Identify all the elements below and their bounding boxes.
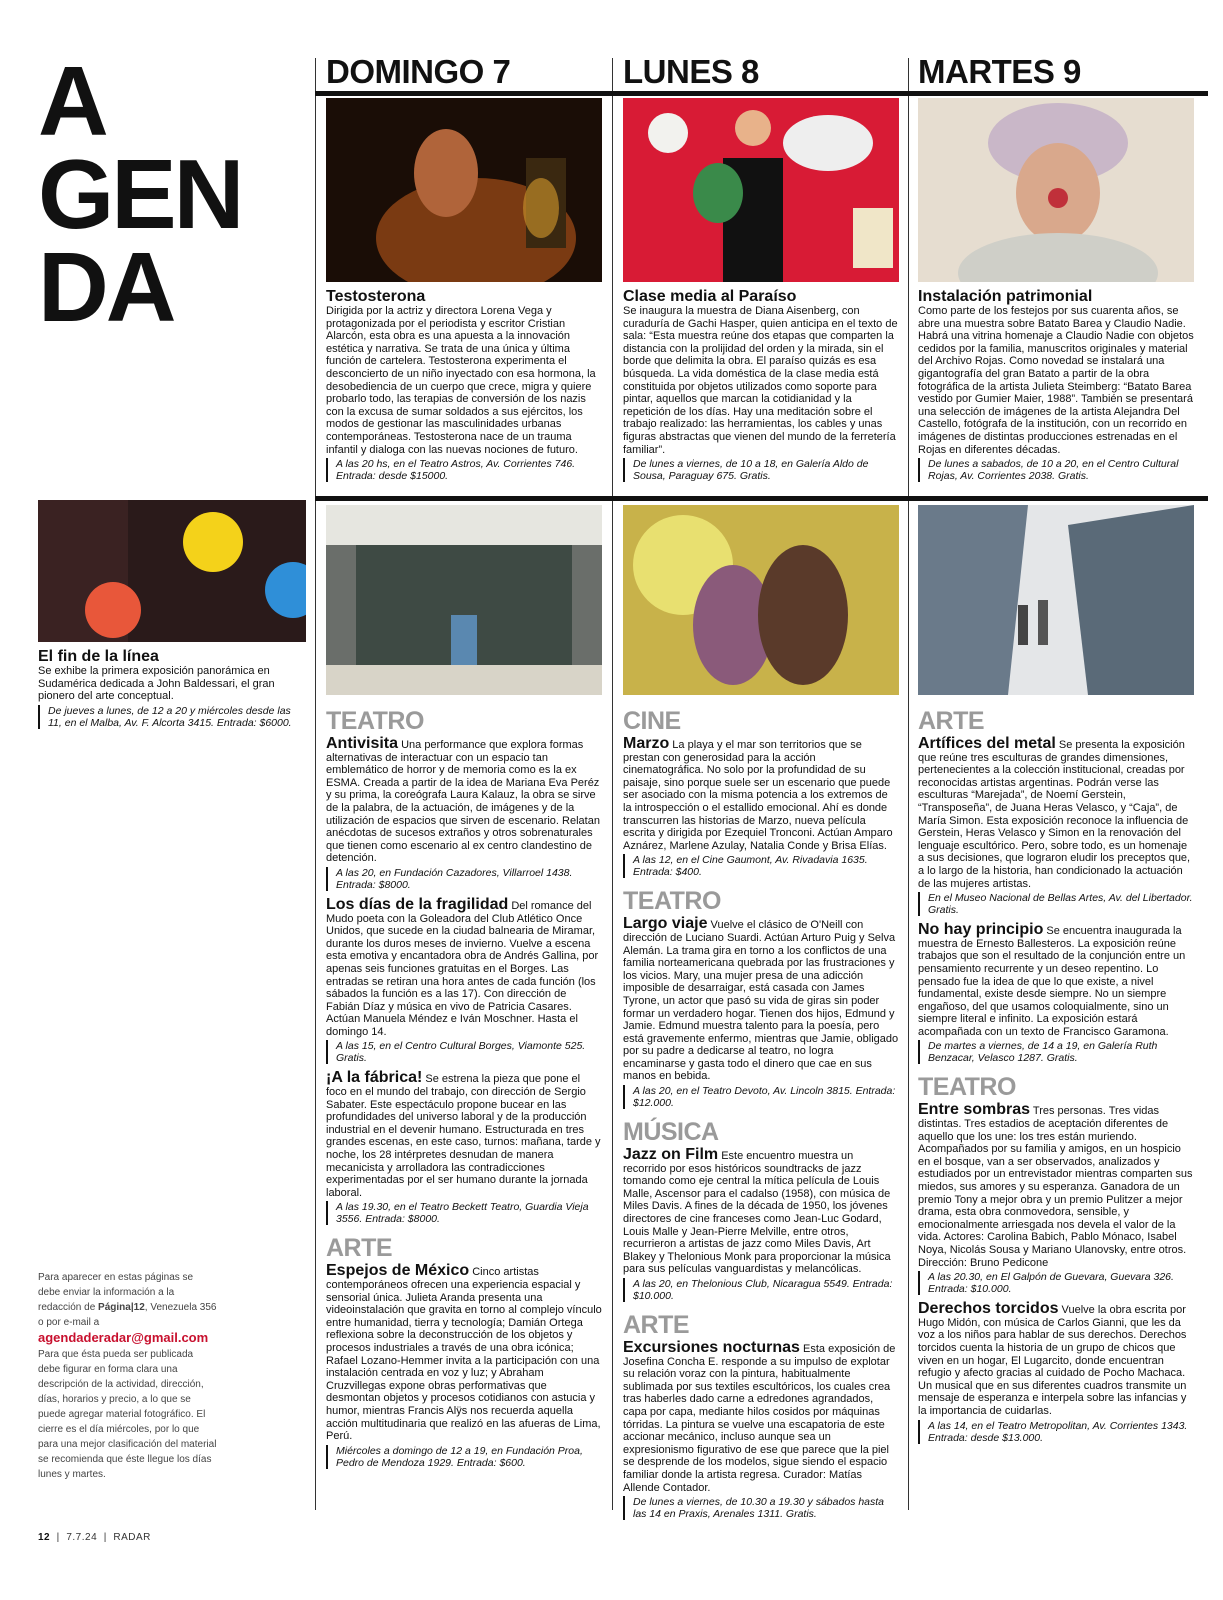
listing-item: [326, 1069, 602, 1226]
logo-line-3: DA: [38, 232, 174, 342]
listings-column-3: [918, 700, 1194, 1452]
page-footer: 12 | 7.7.24 | RADAR: [38, 1532, 151, 1543]
listing-info: De martes a viernes, de 14 a 19, en Galería Ruth Benzacar, Velasco 1287. Gratis.: [918, 1040, 1194, 1064]
listing-body: Cinco artistas contemporáneos ofrecen una experiencia espacial y sensorial única. Julieta Aranda presenta una videoinstalación que gravita en torno al complejo vínculo entre humanidad, tierra y tecnología; Damián Ortega reflexiona sobre la deconstrucción de los objetos y procesos industriales a través de una obra icónica; Rafael Lozano-Hemmer invita a la participación con una instalación centrada en voz y luz; y Abraham Cruzvillegas expone obras performativas que desmontan objetos y procesos cotidianos con astucia y humor, mientras Francis Alÿs nos recuerda aquella acción multitudinaria que realizó en las afueras de Lima, Perú.: [326, 1266, 602, 1443]
feature-title: Clase media al Paraíso: [623, 288, 797, 305]
listing-text: [918, 1300, 1194, 1417]
listing-body: Vuelve el clásico de O'Neill con dirección de Luciano Suardi. Actúan Arturo Puig y Selva Alemán. La trama gira en torno a los conflictos de una familia norteamericana quebrada por las frustraciones y los vicios. Mary, una mujer presa de una adicción imposible de desarraigar, está casada con James Tyrone, un actor que pasó su vida de giras sin poder formar un verdadero hogar. Tienen dos hijos, Edmund y Jamie. Edmund muestra talento para la poesía, pero está gravemente enfermo, mientras que Jamie, obligado por su padre a dedicarse al teatro, no logra encaminarse y gasta todo el dinero que cae en sus manos en bebida.: [623, 919, 899, 1083]
listing-info: A las 19.30, en el Teatro Beckett Teatro, Guardia Vieja 3556. Entrada: $8000.: [326, 1201, 602, 1225]
listing-item: [918, 1101, 1194, 1296]
listing-info: A las 12, en el Cine Gaumont, Av. Rivadavia 1635. Entrada: $400.: [623, 854, 899, 878]
listing-title: Espejos de México: [326, 1262, 470, 1280]
day-header-lunes: LUNES 8: [623, 53, 759, 90]
logo-line-2: GEN: [38, 139, 242, 249]
listing-item: [326, 1262, 602, 1469]
listing-title: Los días de la fragilidad: [326, 895, 509, 913]
listing-text: [326, 1069, 602, 1199]
listing-item: [623, 735, 899, 879]
section-name: RADAR: [113, 1532, 151, 1543]
listing-info: De lunes a viernes, de 10.30 a 19.30 y sábados hasta las 14 en Praxis, Arenales 1311. Gratis.: [623, 1496, 899, 1520]
listing-item: [326, 895, 602, 1065]
listing-title: Largo viaje: [623, 915, 708, 933]
section-heading: CINE: [623, 707, 681, 735]
listing-text: [326, 735, 602, 865]
listing-body: Vuelve la obra escrita por Hugo Midón, con música de Carlos Gianni, que les da voz a los niños para hablar de sus derechos. Derechos torcidos cuenta la historia de un grupo de chicos que viven en un hogar, El Lugarcito, donde encuentran refugio y afecto gracias al cuidado de Pocho Machaca. Un musical que en sus diferentes cuadros transmite un mensaje de esperanza e interpela sobre las infancias y la importancia de cuidarlas.: [918, 1304, 1187, 1417]
section-heading: TEATRO: [918, 1073, 1016, 1102]
listing-item: [918, 1300, 1194, 1444]
listing-item: [326, 735, 602, 891]
feature-title: Testosterona: [326, 288, 426, 305]
section-heading: TEATRO: [623, 887, 721, 916]
photo-artifices: [918, 505, 1194, 695]
listing-body: Se encuentra inaugurada la muestra de Ernesto Ballesteros. La exposición reúne trabajos que son el resultado de la conjunción entre un pensamiento recurrente y un deseo repentino. Lo pensado fue la idea de que lo que existe, a nivel fundamental, existe desde siempre. No un siempre engañoso, del que usamos coloquialmente, sino un siempre literal e infinito. La exposición estará acompañada con un texto de Francisco Garamona.: [918, 925, 1186, 1038]
feature-body: Como parte de los festejos por sus cuarenta años, se abre una muestra sobre Batato Barea y Claudio Nadie. Habrá una vitrina homenaje a Claudio Nadie con objetos cedidos por la familia, manuscritos originales y material del Archivo Rojas. Como novedad se instalará una gigantografía del gran Batato a partir de la obra fotográfica de la artista Julieta Steimberg: “Batato Barea vestido por Gumier Maier, 1988”. También se presentará una selección de imágenes de la artista Alejandra Del Castello, fotógrafa de la institución, con un recorrido en imágenes de distintas producciones estrenadas en el Rojas en diferentes décadas.: [918, 305, 1194, 456]
section-heading: ARTE: [326, 1234, 393, 1263]
agenda-logo: [38, 46, 242, 342]
listing-item: [623, 915, 899, 1110]
listing-text: [623, 915, 899, 1083]
listing-info: Miércoles a domingo de 12 a 19, en Fundación Proa, Pedro de Mendoza 1929. Entrada: $600.: [326, 1445, 602, 1469]
feature-info: De jueves a lunes, de 12 a 20 y miércoles desde las 11, en el Malba, Av. F. Alcorta 3415. Entrada: $6000.: [38, 705, 306, 729]
photo-clase-media: [623, 98, 899, 282]
listing-item: [918, 735, 1194, 917]
photo-antivisita: [326, 505, 602, 695]
day-header-domingo: DOMINGO 7: [326, 53, 511, 90]
note-text-2: , Venezuela 356 o por e-mail a: [38, 1302, 217, 1328]
column-divider: [612, 58, 613, 1510]
listing-title: Marzo: [623, 735, 670, 752]
note-text-3: Para que ésta pueda ser publicada debe figurar en forma clara una descripción de la actividad, dirección, días, horarios y precio, a lo que se puede agregar material fotográfico. El cierre es el día miércoles, por lo que para una mejor clasificación del material se recomienda que éste llegue los días lunes y martes.: [38, 1349, 217, 1480]
feature-body: Se exhibe la primera exposición panorámica en Sudamérica dedicada a John Baldessari, el gran pionero del arte conceptual.: [38, 665, 275, 703]
listing-body: Se estrena la pieza que pone el foco en el mundo del trabajo, con dirección de Sergio Sabater. Este espectáculo propone bucear en las profundidades del universo laboral y de la producción industrial en el devenir humano. Estructurada en tres grandes escenas, en este caso, turnos: mañana, tarde y noche, los 28 intérpretes desnudan de manera mecanicista y arrolladora las contradicciones experimentadas por el ser humano durante la jornada laboral.: [326, 1073, 601, 1199]
photo-fin-de-la-linea: [38, 500, 306, 642]
feature-instalacion: [918, 288, 1194, 482]
listing-item: [623, 1339, 899, 1521]
listing-info: A las 15, en el Centro Cultural Borges, Viamonte 525. Gratis.: [326, 1040, 602, 1064]
listing-title: Artífices del metal: [918, 735, 1056, 752]
logo-line-1: A: [38, 46, 106, 156]
section-heading: MÚSICA: [623, 1118, 719, 1147]
listing-text: [326, 1262, 602, 1443]
submission-note: [38, 1270, 218, 1482]
column-divider: [908, 58, 909, 1510]
page-number: 12: [38, 1532, 51, 1543]
listing-body: Este encuentro muestra un recorrido por esos históricos soundtracks de jazz tomando como eje central la mítica película de Louis Malle, Ascensor para el cadalso (1958), con música de Miles Davis. A fines de la década de 1950, los jóvenes directores de cine franceses como Jean-Luc Godard, Louis Malle y Jean-Pierre Melville, entre otros, recurrieron a artistas de jazz como Miles Davis, Art Blakey y Thelonious Monk para proporcionar la música para sus películas vanguardistas y melancólicas.: [623, 1150, 891, 1276]
listing-title: Derechos torcidos: [918, 1300, 1059, 1318]
feature-fin-de-la-linea: [38, 648, 306, 729]
feature-body: Se inaugura la muestra de Diana Aisenberg, con curaduría de Gachi Hasper, quien anticipa en el texto de sala: “Esta muestra reúne dos etapas que comparten la distancia con la prolijidad del orden y la mirada, sin el borde que delimita la obra. El paraíso quizás es esa búsqueda. La vida doméstica de la clase media está constituida por objetos utilizados como soporte para pintar, aquellos que marcan la cotidianidad y la repetición de los días. Hay una meditación sobre el trabajo realizado: las herramientas, los cables y unas figuras abstractas que vienen del mundo de la ferretería familiar”.: [623, 305, 898, 456]
listing-body: Se presenta la exposición que reúne tres esculturas de grandes dimensiones, pertenecientes a la colección institucional, creadas por reconocidas artistas argentinas. Podrán verse las esculturas “Marejada”, de Noemí Gerstein, “Transposeña”, de Juana Heras Velasco, y “Caja”, de María Simon. Esta exposición reconoce la influencia de Gerstein, Heras Velasco y Simon en la renovación del lenguaje escultórico. Pero, sobre todo, es un homenaje a sus decisiones, que lograron eludir los preceptos que, a lo largo de la historia, han condicionado la actuación de las mujeres artistas.: [918, 739, 1191, 890]
day-header-martes: MARTES 9: [918, 53, 1081, 90]
section-heading: ARTE: [918, 707, 985, 735]
middle-rule: [315, 496, 1208, 501]
feature-info: De lunes a sabados, de 10 a 20, en el Centro Cultural Rojas, Av. Corrientes 2038. Gratis.: [918, 458, 1194, 482]
contact-email-link[interactable]: agendaderadar@gmail.com: [38, 1330, 209, 1345]
listing-info: En el Museo Nacional de Bellas Artes, Av. del Libertador. Gratis.: [918, 892, 1194, 916]
listing-body: Una performance que explora formas alternativas de interactuar con un espacio tan emblemático de horror y de memoria como es la ex ESMA. Creada a partir de la idea de Mariana Eva Peréz y su prima, la coreógrafa Laura Kalauz, la obra se sirve de la palabra, de la actuación, de imágenes y de la utilización de espacios que sirven de escenario. Relatan anécdotas de sucesos extraños y otros sobrenaturales que tienen como escenario al ex centro clandestino de detención.: [326, 739, 600, 865]
feature-clase-media: [623, 288, 899, 482]
listings-column-2: [623, 700, 899, 1528]
photo-testosterona: [326, 98, 602, 282]
listing-body: Tres personas. Tres vidas distintas. Tres estadios de aceptación diferentes de aquello que los une: los tres están muriendo. Acompañados por su familia y amigos, en un hospicio en el bosque, van a ser observados, analizados y estudiados por un entrevistador mientras comparten sus miedos, sus amores y su esperanza. Ganadora de un premio Tony a mejor obra y un premio Pulitzer a mejor drama, esta obra conmovedora, sensible, y emocionalmente arriesgada nos devela el valor de la vida. Actores: Carolina Babich, Pablo Mónaco, Isabel Noya, Nicolás Sousa y Mariano Ulanovsky, entre otros. Dirección: Bruno Pedicone: [918, 1105, 1193, 1269]
listing-body: Del romance del Mudo poeta con la Goleadora del Club Atlético Once Unidos, que sucede en la ciudad balnearia de Miramar, durante los duros meses de invierno. Vuelve a escena esta emotiva y encantadora obra de Andrés Gallina, por apenas seis funciones gratuitas en el Borges. Las entradas se retiran una hora antes de cada función (los sábados la función es a las 17). Con dirección de Fabián Díaz y música en vivo de Patricia Casares. Actúan Manuela Méndez e Iván Moschner. Hasta el domingo 14.: [326, 899, 599, 1038]
feature-title: El fin de la línea: [38, 648, 159, 665]
section-heading: ARTE: [623, 1311, 690, 1339]
listing-text: [326, 895, 602, 1039]
photo-marzo: [623, 505, 899, 695]
feature-title: Instalación patrimonial: [918, 288, 1093, 305]
listing-item: [623, 1146, 899, 1302]
feature-info: A las 20 hs, en el Teatro Astros, Av. Corrientes 746. Entrada: desde $15000.: [326, 458, 602, 482]
listing-item: [918, 921, 1194, 1065]
listing-title: Jazz on Film: [623, 1146, 719, 1164]
column-divider: [315, 58, 316, 1510]
listing-text: [623, 1339, 899, 1494]
listing-info: A las 20, en Thelonious Club, Nicaragua 5549. Entrada: $10.000.: [623, 1278, 899, 1302]
listing-title: Excursiones nocturnas: [623, 1339, 800, 1356]
listing-body: La playa y el mar son territorios que se prestan con generosidad para la acción cinematográfica. No solo por la profundidad de su paisaje, sino porque suele ser un escenario que puede ser asociado con la misma potencia a los extremos de la introspección o el estallido emocional. Ahí es donde transcurren las historias de Marzo, nueva película escrita y dirigida por Ezequiel Tronconi. Actúan Amparo Aznárez, Marlene Azulay, Natalia Conde y Brisa Elías.: [623, 739, 893, 852]
feature-body: Dirigida por la actriz y directora Lorena Vega y protagonizada por el periodista y escritor Cristian Alarcón, esta obra es una apuesta a la innovación estética y narrativa. Se trata de una única y última función de cartelera. Testosterona experimenta el desconcierto de un niño inyectado con esa hormona, la desobediencia de un cuerpo que crece, migra y quiere probarlo todo, las terapias de conversión de los nazis con la excusa de sumar soldados a sus ejércitos, los modos de gestionar las masculinidades urbanas contemporáneas. Testosterona nace de un trauma infantil y dialoga con las nuevas nociones de futuro.: [326, 305, 596, 456]
issue-date: 7.7.24: [66, 1532, 98, 1543]
top-rule: [315, 91, 1208, 96]
listing-text: [623, 735, 899, 852]
listing-info: A las 14, en el Teatro Metropolitan, Av. Corrientes 1343. Entrada: desde $13.000.: [918, 1420, 1194, 1444]
section-heading: TEATRO: [326, 707, 424, 735]
listings-column-1: [326, 700, 602, 1477]
feature-info: De lunes a viernes, de 10 a 18, en Galería Aldo de Sousa, Paraguay 675. Gratis.: [623, 458, 899, 482]
listing-info: A las 20.30, en El Galpón de Guevara, Guevara 326. Entrada: $10.000.: [918, 1271, 1194, 1295]
listing-title: Entre sombras: [918, 1101, 1031, 1119]
brand-name: Página|12: [98, 1302, 145, 1313]
listing-info: A las 20, en el Teatro Devoto, Av. Lincoln 3815. Entrada: $12.000.: [623, 1085, 899, 1109]
listing-info: A las 20, en Fundación Cazadores, Villarroel 1438. Entrada: $8000.: [326, 867, 602, 891]
listing-body: Esta exposición de Josefina Concha E. responde a su impulso de explotar su relación voraz con la pintura, habitualmente sublimada por sus textiles escultóricos, los cuales crea tras haberles dado carne a edredones agrandados, capa por capa, mediante hilos cosidos por máquinas tórridas. La pintura se vuelve una escapatoria de este accionar mecánico, incluso aunque sea un expresionismo figurativo de ese que parece que la piel se desprende de los modelos, sigue siendo el espacio familiar donde la artista regresa. Curador: Matías Allende Contador.: [623, 1343, 896, 1494]
listing-text: [918, 735, 1194, 890]
feature-testosterona: [326, 288, 602, 482]
photo-instalacion: [918, 98, 1194, 282]
note-text-1: Para aparecer en estas páginas se debe enviar la información a la redacción de: [38, 1272, 194, 1313]
listing-text: [918, 921, 1194, 1038]
listing-title: No hay principio: [918, 921, 1044, 939]
listing-title: ¡A la fábrica!: [326, 1069, 423, 1087]
listing-text: [623, 1146, 899, 1276]
listing-title: Antivisita: [326, 735, 399, 752]
listing-text: [918, 1101, 1194, 1269]
